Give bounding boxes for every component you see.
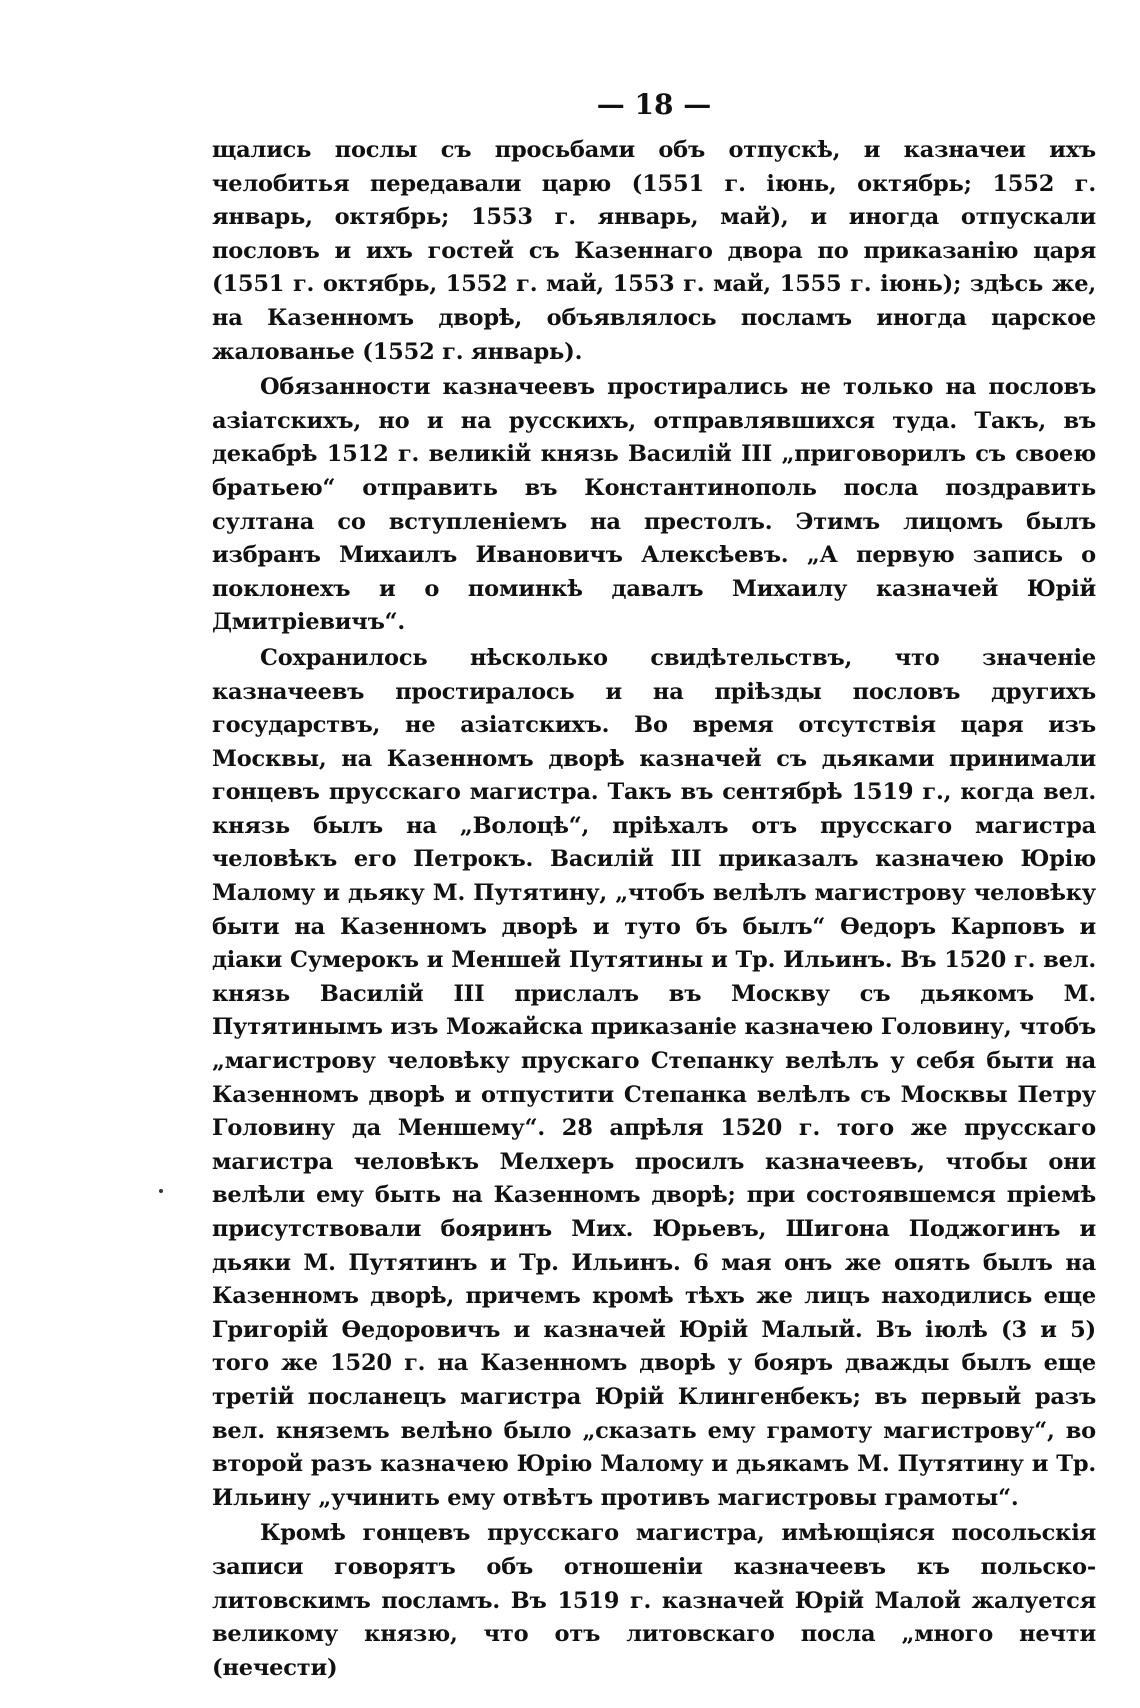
paragraph-1: щались послы съ просьбами объ отпускѣ, и казначеи ихъ челобитья передавали царю (1551 г. іюнь, октябрь; 1552 г. январь, октябрь; 1553 г. январь, май), и иногда отпускали пословъ и ихъ гостей съ Казеннаго двора по приказанію царя (1551 г. октябрь, 1552 г. май, 1553 г. май, 1555 г. іюнь); здѣсь же, на Казенномъ дворѣ, объявлялось посламъ иногда царское жалованье (1552 г. январь). xyxy=(212,137,1096,365)
paragraph-2: Обязанности казначеевъ простирались не только на пословъ азіатскихъ, но и на русскихъ, отправлявшихся туда. Такъ, въ декабрѣ 1512 г. великій князь Василій III „приговорилъ съ своею братьею“ отправить въ Константинополь посла поздравить султана со вступленіемъ на престолъ. Этимъ лицомъ былъ избранъ Михаилъ Ивановичъ Алексѣевъ. „А первую запись о поклонехъ и о поминкѣ давалъ Михаилу казначей Юрій Дмитріевичъ“. xyxy=(212,374,1096,636)
stray-ink-mark xyxy=(159,1189,163,1193)
document-page xyxy=(212,80,1096,1685)
paragraph-3: Сохранилось нѣсколько свидѣтельствъ, что значеніе казначеевъ простиралось и на пріѣзды пословъ другихъ государствъ, не азіатскихъ. Во время отсутствія царя изъ Москвы, на Казенномъ дворѣ казначей съ дьяками принимали гонцевъ прусскаго магистра. Такъ въ сентябрѣ 1519 г., когда вел. князь былъ на „Волоцѣ“, пріѣхалъ отъ прусскаго магистра человѣкъ его Петрокъ. Василій III приказалъ казначею Юрію Малому и дьяку М. Путятину, „чтобъ велѣлъ магистрову человѣку быти на Казенномъ дворѣ и туто бъ былъ“ Өедоръ Карповъ и діаки Сумерокъ и Меншей Путятины и Тр. Ильинъ. Въ 1520 г. вел. князь Василій III прислалъ въ Москву съ дьякомъ М. Путятинымъ изъ Можайска приказаніе казначею Головину, чтобъ „магистрову человѣку прускаго Степанку велѣлъ у себя быти на Казенномъ дворѣ и отпустити Степанка велѣлъ съ Москвы Петру Головину да Меншему“. 28 апрѣля 1520 г. того же прусскаго магистра человѣкъ Мелхеръ просилъ казначеевъ, чтобы они велѣли ему быть на Казенномъ дворѣ; при состоявшемся пріемѣ присутствовали бояринъ Мих. Юрьевъ, Шигона Поджогинъ и дьяки М. Путятинъ и Тр. Ильинъ. 6 мая онъ же опять былъ на Казенномъ дворѣ, причемъ кромѣ тѣхъ же лицъ находились еще Григорій Өедоровичъ и казначей Юрій Малый. Въ іюлѣ (3 и 5) того же 1520 г. на Казенномъ дворѣ у бояръ дважды былъ еще третій посланецъ магистра Юрій Клингенбекъ; въ первый разъ вел. княземъ велѣно было „сказать ему грамоту магистрову“, во второй разъ казначею Юрію Малому и дьякамъ М. Путятину и Тр. Ильину „учинить ему отвѣтъ противъ магистровы грамоты“. xyxy=(212,644,1096,1511)
paragraph-4: Кромѣ гонцевъ прусскаго магистра, имѣющіяся посольскія записи говорятъ объ отношеніи казначеевъ къ польско-литовскимъ посламъ. Въ 1519 г. казначей Юрій Малой жалуется великому князю, что отъ литовскаго посла „много нечти (нечести) xyxy=(212,1520,1096,1681)
page-number: — 18 — xyxy=(596,88,712,121)
